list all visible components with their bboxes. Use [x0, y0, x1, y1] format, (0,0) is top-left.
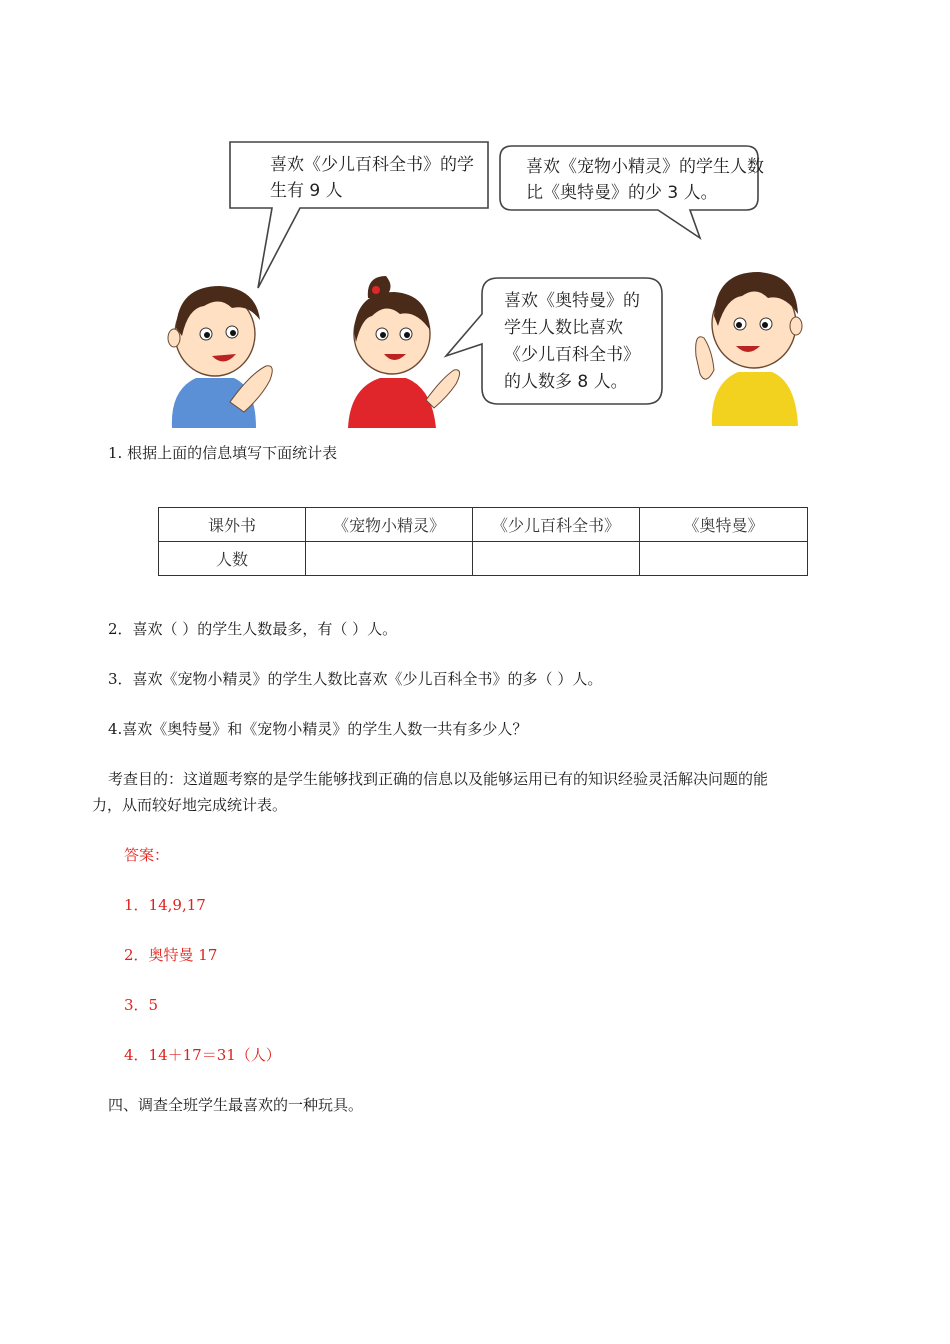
purpose-line: 力，从而较好地完成统计表。	[92, 796, 288, 814]
bubble-middle-line: 的人数多 8 人。	[504, 372, 628, 392]
answer-4: 4．14＋17＝31（人）	[124, 1046, 281, 1064]
bubble-right-text	[526, 154, 764, 206]
table-empty-cell[interactable]	[306, 542, 473, 576]
boy-right	[696, 272, 802, 426]
bubble-left-line: 生有 9 人	[270, 181, 343, 201]
table-header-cell: 《少儿百科全书》	[473, 508, 640, 542]
bubble-left-line: 喜欢《少儿百科全书》的学	[270, 155, 474, 175]
table-row-label: 人数	[159, 542, 306, 576]
table-empty-cell[interactable]	[640, 542, 808, 576]
table-empty-cell[interactable]	[473, 542, 640, 576]
bubble-middle-text	[504, 288, 640, 396]
table-row	[159, 542, 808, 576]
section-4-heading: 四、调查全班学生最喜欢的一种玩具。	[108, 1096, 364, 1114]
question-2: 2．喜欢（ ）的学生人数最多，有（ ）人。	[108, 620, 398, 638]
statistics-table	[158, 507, 808, 576]
answer-title: 答案：	[124, 846, 170, 864]
bubble-left-text	[270, 152, 474, 204]
bubble-right-line: 比《奥特曼》的少 3 人。	[526, 183, 718, 203]
table-header-cell: 课外书	[159, 508, 306, 542]
boy-left	[168, 286, 272, 428]
bubble-middle-line: 喜欢《奥特曼》的	[504, 291, 640, 311]
bubble-middle-line: 学生人数比喜欢	[504, 318, 623, 338]
question-4: 4.喜欢《奥特曼》和《宠物小精灵》的学生人数一共有多少人？	[108, 720, 528, 738]
answer-3: 3．5	[124, 996, 159, 1014]
bubble-middle-line: 《少儿百科全书》	[504, 345, 640, 365]
table-header-cell: 《奥特曼》	[640, 508, 808, 542]
table-header-cell: 《宠物小精灵》	[306, 508, 473, 542]
purpose-line: 考查目的：这道题考察的是学生能够找到正确的信息以及能够运用已有的知识经验灵活解决问题的能	[108, 770, 769, 788]
illustration	[160, 112, 810, 432]
table-header-row	[159, 508, 808, 542]
answer-2: 2．奥特曼 17	[124, 946, 218, 964]
answer-1: 1．14,9,17	[124, 896, 206, 914]
question-1: 1. 根据上面的信息填写下面统计表	[108, 444, 338, 462]
bubble-right-line: 喜欢《宠物小精灵》的学生人数	[526, 157, 764, 177]
girl-middle	[348, 276, 460, 428]
question-3: 3．喜欢《宠物小精灵》的学生人数比喜欢《少儿百科全书》的多（ ）人。	[108, 670, 603, 688]
